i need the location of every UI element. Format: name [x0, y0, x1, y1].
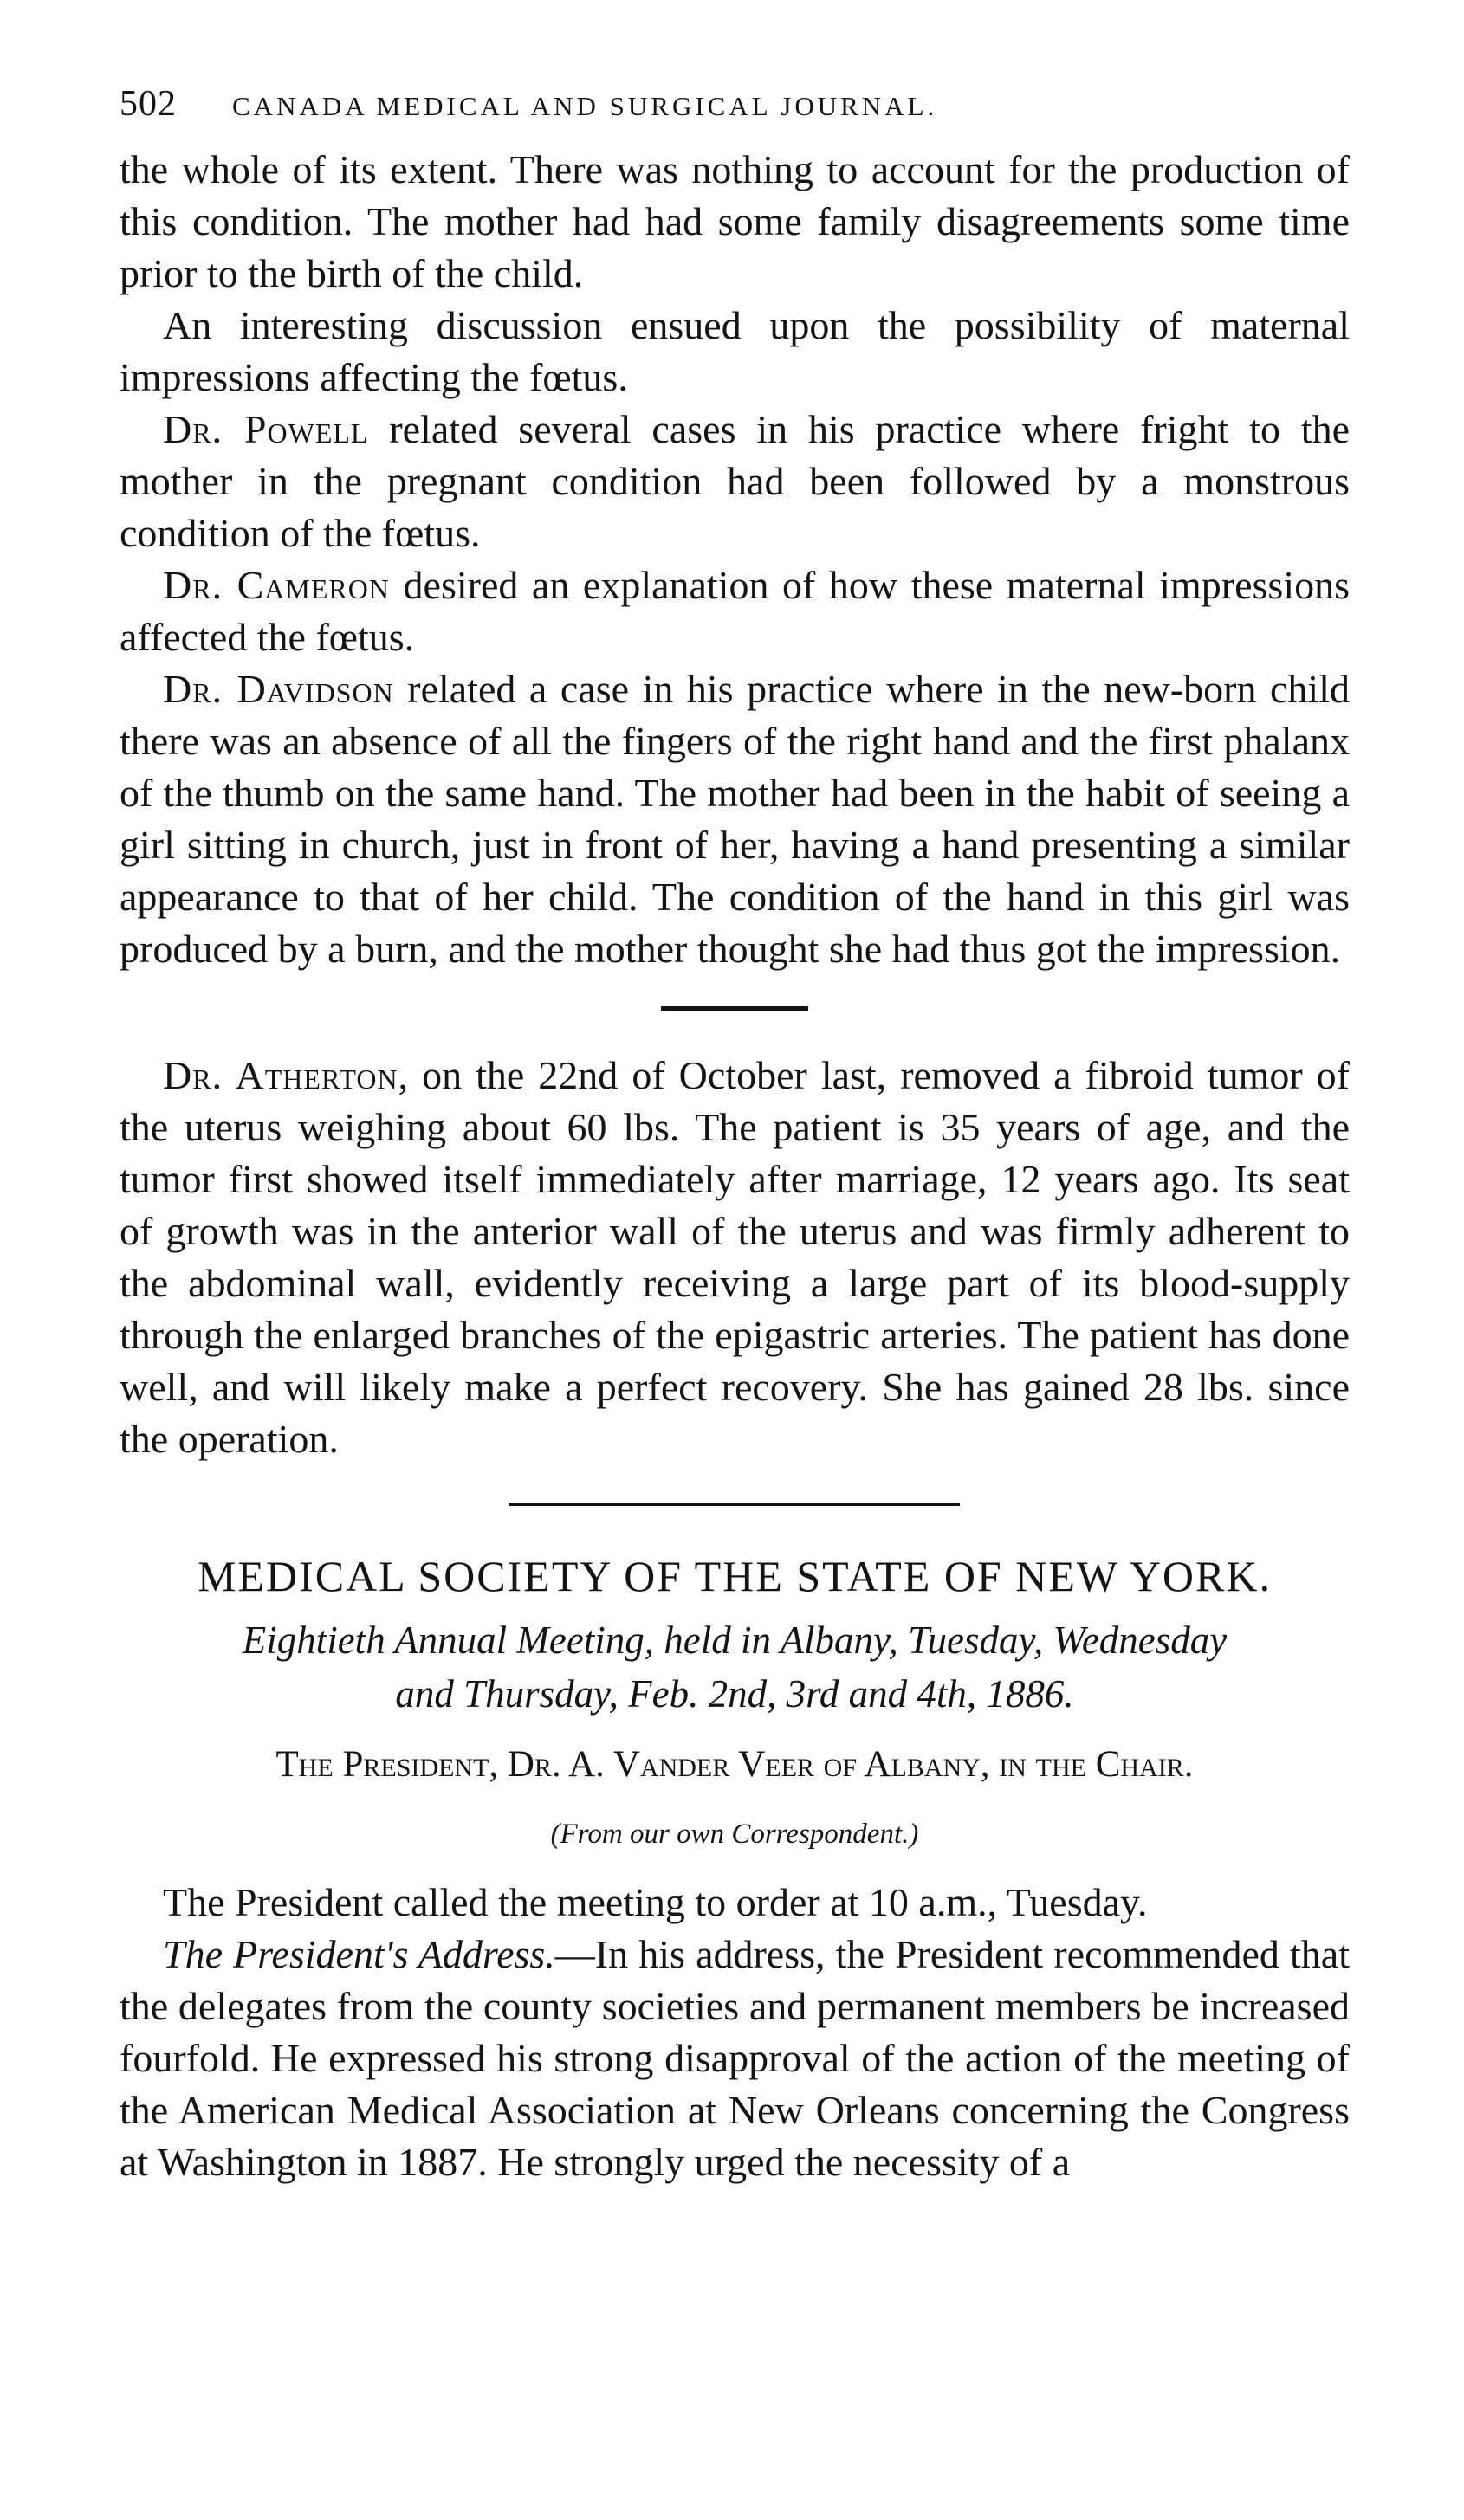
- paragraph-atherton: [120, 1050, 1350, 1465]
- paragraph-presidents-address: [120, 1929, 1350, 2188]
- section-divider-short: [661, 1006, 808, 1011]
- correspondent-note: (From our own Correspondent.): [550, 1819, 919, 1850]
- speaker-name: Dr. Powell: [163, 407, 369, 451]
- meeting-subtitle-line1: Eightieth Annual Meeting, held in Albany, Tuesday, Wednesday: [242, 1619, 1228, 1662]
- speaker-name: Dr. Atherton: [163, 1053, 398, 1097]
- chair-line: The President, Dr. A. Vander Veer of Albany, in the Chair.: [275, 1744, 1194, 1785]
- paragraph-text: related several cases in his practice where fright to the mother in the pregnant condition had been followed by a monstrous condition of the fœtus.: [120, 407, 1350, 555]
- address-heading: The President's Address.: [163, 1932, 555, 1976]
- journal-page: [120, 83, 1350, 2188]
- page-number: 502: [120, 84, 177, 124]
- paragraph-powell: [120, 404, 1350, 559]
- paragraph-cameron: [120, 559, 1350, 663]
- paragraph-continued: the whole of its extent. There was nothing to account for the production of this condition. The mother had had some family disagreements some time prior to the birth of the child.: [120, 147, 1350, 295]
- running-title: CANADA MEDICAL AND SURGICAL JOURNAL.: [232, 91, 938, 121]
- section-title: MEDICAL SOCIETY OF THE STATE OF NEW YORK.: [197, 1552, 1273, 1600]
- speaker-name: Dr. Cameron: [163, 563, 390, 607]
- paragraph-text: , on the 22nd of October last, removed a fibroid tumor of the uterus weighing about 60 lbs. The patient is 35 years of age, and the tumor first showed itself immediately after marriage, 12 years ago. Its seat of growth was in the anterior wall of the uterus and was firmly adherent to the abdominal wall, evidently receiving a large part of its blood-supply through the enlarged branches of the epigastric arteries. The patient has done well, and will likely make a perfect recovery. She has gained 28 lbs. since the operation.: [120, 1053, 1350, 1461]
- paragraph-text: desired an explanation of how these maternal impressions affected the fœtus.: [120, 563, 1351, 659]
- meeting-subtitle-line2: and Thursday, Feb. 2nd, 3rd and 4th, 1886.: [395, 1672, 1074, 1716]
- paragraph-davidson: [120, 663, 1350, 975]
- paragraph-text: related a case in his practice where in the new-born child there was an absence of all the fingers of the right hand and the first phalanx of the thumb on the same hand. The mother had been in the habit of seeing a girl sitting in church, just in front of her, having a hand presenting a similar appearance to that of her child. The condition of the hand in this girl was produced by a burn, and the mother thought she had thus got the impression.: [120, 667, 1350, 971]
- speaker-name: Dr. Davidson: [163, 667, 394, 711]
- paragraph-meeting-called: The President called the meeting to order at 10 a.m., Tuesday.: [163, 1880, 1148, 1924]
- section-divider-long: [509, 1503, 960, 1506]
- paragraph-discussion: An interesting discussion ensued upon the possibility of maternal impressions affecting the fœtus.: [120, 303, 1350, 399]
- page-header: [120, 83, 1350, 144]
- paragraph-text: —In his address, the President recommended that the delegates from the county societies and permanent members be increased fourfold. He expressed his strong disapproval of the action of the meeting of the American Medical Association at New Orleans concerning the Congress at Washington in 1887. He strongly urged the necessity of a: [120, 1932, 1351, 2184]
